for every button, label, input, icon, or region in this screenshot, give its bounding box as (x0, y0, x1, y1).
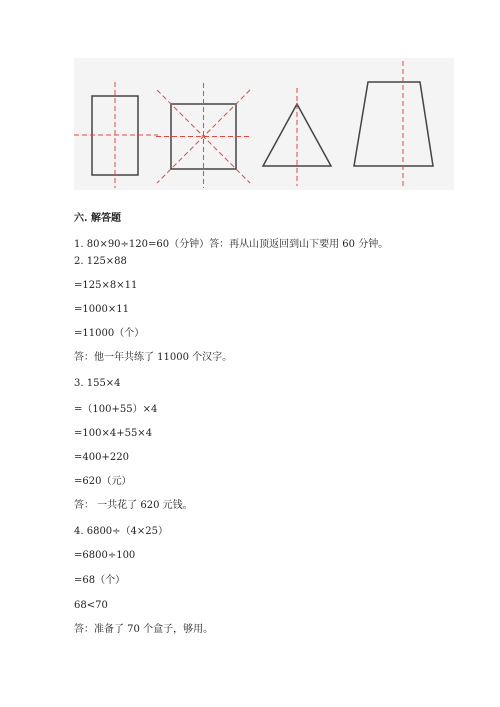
answer-line-3: =125×8×11 (74, 280, 138, 291)
answer-line-15: =68（个） (74, 575, 126, 586)
answer-line-5: =11000（个） (74, 328, 145, 339)
answer-line-16: 68<70 (74, 600, 108, 611)
answer-line-7: 3. 155×4 (74, 378, 121, 389)
symmetry-figure (74, 58, 454, 190)
trapezoid-shape (354, 82, 433, 166)
answer-line-14: =6800÷100 (74, 550, 136, 561)
answer-line-10: =400+220 (74, 452, 129, 463)
section-heading: 六. 解答题 (74, 213, 121, 224)
answer-line-13: 4. 6800÷（4×25） (74, 526, 169, 537)
answer-line-6: 答：他一年共练了 11000 个汉字。 (74, 352, 233, 363)
symmetry-axes-drawing (74, 58, 454, 190)
answer-line-8: =（100+55）×4 (74, 404, 158, 415)
answer-line-12: 答： 一共花了 620 元钱。 (74, 500, 193, 511)
answer-line-2: 2. 125×88 (74, 256, 127, 267)
answer-line-9: =100×4+55×4 (74, 428, 153, 439)
answer-line-17: 答：准备了 70 个盒子，够用。 (74, 624, 214, 635)
answer-line-4: =1000×11 (74, 304, 129, 315)
answer-line-11: =620（元） (74, 476, 132, 487)
answer-line-1: 1. 80×90÷120=60（分钟）答：再从山顶返回到山下要用 60 分钟。 (74, 239, 389, 250)
